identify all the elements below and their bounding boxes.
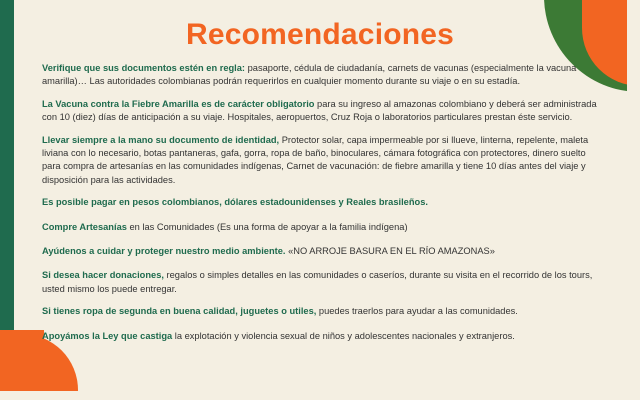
- recommendation-lead: La Vacuna contra la Fiebre Amarilla es de carácter obligatorio: [42, 98, 315, 109]
- recommendation-item: [42, 134, 598, 188]
- recommendation-text: «NO ARROJE BASURA EN EL RÍO AMAZONAS»: [285, 246, 495, 257]
- page-title: Recomendaciones: [185, 18, 455, 51]
- recommendation-text: puedes traerlos para ayudar a las comunidades.: [316, 306, 518, 317]
- recommendation-lead: Si tienes ropa de segunda en buena calidad, juguetes o utiles,: [42, 306, 317, 317]
- recommendation-text: para su ingreso al amazonas colombiano y deberá ser administrada con 10 (diez) días de anticipación a su viaje. Hospitales, aeropuertos, Cruz Roja o laboratorios particulares prestan éste servicio.: [42, 98, 597, 123]
- recommendation-lead: Compre Artesanías: [42, 221, 127, 232]
- recommendation-lead: Es posible pagar en pesos colombianos, dólares estadounidenses y Reales brasileños.: [42, 197, 428, 208]
- recommendation-lead: Apoyámos la Ley que castiga: [42, 330, 173, 341]
- recommendation-item: [42, 305, 598, 318]
- recommendation-item: [42, 221, 598, 234]
- recommendations-list: [42, 62, 598, 354]
- recommendation-item: [42, 196, 598, 209]
- recommendation-text: pasaporte, cédula de ciudadanía, carnets de vacunas (especialmente la vacuna amarilla)… Las autoridades colombianas podrán requerirlos en cualquier momento durante su viaje o en su estadía.: [42, 63, 577, 87]
- recommendation-lead: Verifique que sus documentos estén en regla:: [42, 63, 246, 73]
- recommendation-item: [42, 98, 598, 125]
- recommendation-item: [42, 245, 598, 258]
- recommendation-lead: Ayúdenos a cuidar y proteger nuestro medio ambiente.: [42, 246, 286, 257]
- recommendation-text: regalos o simples detalles en las comunidades o caseríos, durante su visita en el recorrido de los tours, usted mismo los puede entregar.: [42, 270, 593, 294]
- recommendation-lead: Si desea hacer donaciones,: [42, 270, 164, 281]
- recommendation-item: [42, 330, 598, 343]
- recommendation-item: [42, 269, 598, 296]
- recommendation-text: Protector solar, capa impermeable por si llueve, linterna, repelente, maleta liviana con lo necesario, botas pantaneras, gafa, gorra, ropa de baño, binoculares, cámara fotográfica con protectores, dinero suelto para compra de artesanías en las comunidades indígenas, Carnet de vacunación: de fiebre amarilla y tiene 10 días antes del viaje y disposición para las actividades.: [42, 134, 589, 185]
- recommendation-text: la explotación y violencia sexual de niños y adolescentes nacionales y extranjeros.: [172, 330, 515, 341]
- recommendation-item: [42, 62, 598, 89]
- recommendation-lead: Llevar siempre a la mano su documento de identidad,: [42, 134, 280, 145]
- recommendation-text: en las Comunidades (Es una forma de apoyar a la familia indígena): [126, 221, 408, 232]
